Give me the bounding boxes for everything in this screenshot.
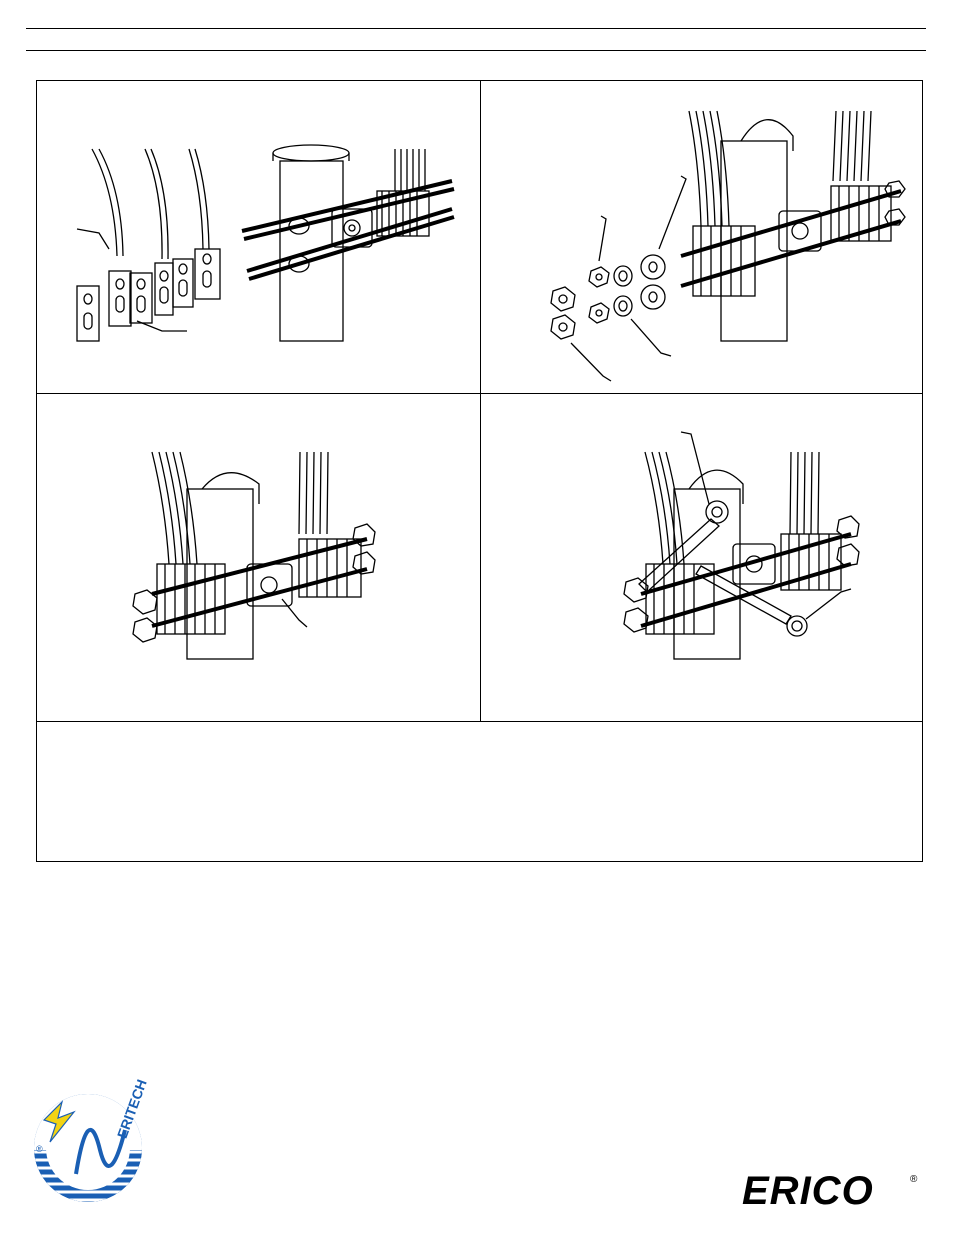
wrench-tightening-diagram-icon bbox=[481, 394, 923, 721]
erico-logo-icon bbox=[742, 1169, 922, 1213]
nuts-and-washers-exploded-diagram-icon bbox=[481, 81, 923, 393]
figure-panel-3 bbox=[37, 394, 480, 721]
figure-panel-4 bbox=[481, 394, 923, 721]
figure-panel-2 bbox=[481, 81, 923, 393]
erico-registered-mark: ® bbox=[910, 1174, 918, 1185]
eritech-logo-icon bbox=[30, 1077, 150, 1205]
eritech-logo-text: ERITECH bbox=[113, 1077, 150, 1141]
header-rule-bottom bbox=[26, 50, 926, 51]
eritech-registered-mark: ® bbox=[36, 1144, 43, 1154]
header-rule-top bbox=[26, 28, 926, 29]
lug-and-conductor-parts-diagram-icon bbox=[37, 81, 480, 393]
figure-panel-1 bbox=[37, 81, 480, 393]
assembled-connector-diagram-icon bbox=[37, 394, 480, 721]
erico-logo bbox=[742, 1169, 922, 1213]
frame-horizontal-divider-2 bbox=[36, 721, 923, 722]
erico-logo-text: ERICO bbox=[742, 1169, 874, 1213]
eritech-logo bbox=[30, 1077, 150, 1205]
